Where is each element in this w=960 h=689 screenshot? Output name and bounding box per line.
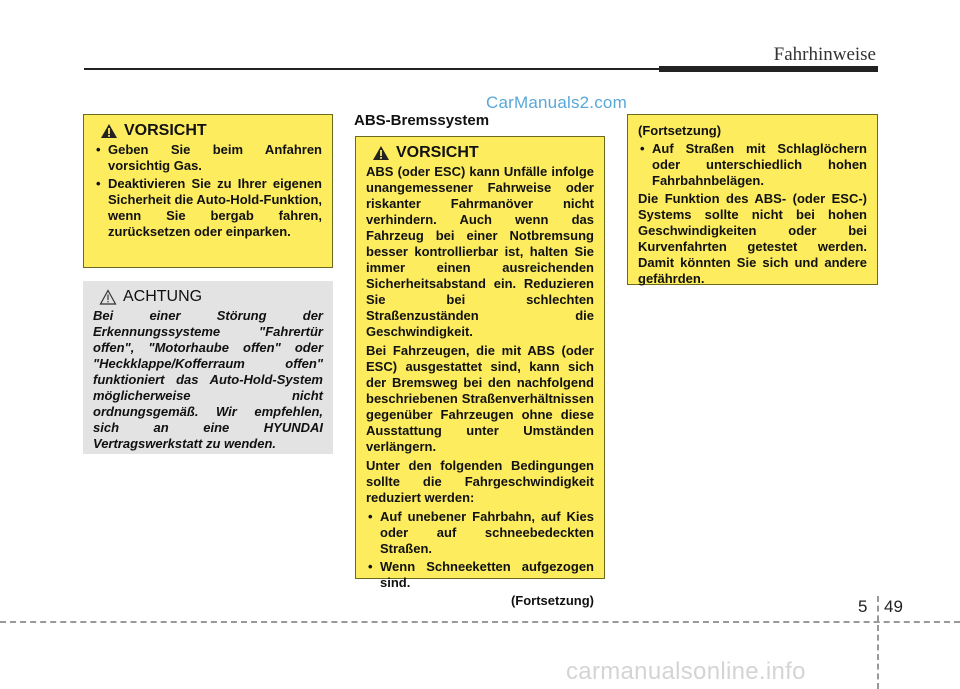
header-title: Fahrhinweise	[773, 44, 876, 65]
caution-title: VORSICHT	[396, 144, 479, 161]
caution-title: VORSICHT	[124, 122, 207, 139]
warning-filled-icon	[100, 123, 118, 139]
warning-outline-icon	[99, 289, 117, 305]
caution-box-middle	[355, 136, 605, 608]
notice-header	[99, 289, 323, 305]
list-item: • Geben Sie beim Anfahren vorsichtig Gas.	[94, 142, 322, 174]
caution-list	[366, 509, 594, 591]
list-item: • Deaktivieren Sie zu Ihrer eigenen Sicherheit die Auto-Hold-Funktion, wenn Sie bergab fahren, zurücksetzen oder einparken.	[94, 176, 322, 240]
caution-box-left	[83, 114, 333, 268]
caution-paragraph: Unter den folgenden Bedingungen sollte die Fahrgeschwindigkeit reduziert werden:	[366, 458, 594, 505]
footer-rule	[0, 621, 960, 623]
caution-list	[638, 141, 867, 189]
caution-paragraph: Bei Fahrzeugen, die mit ABS (oder ESC) ausgestattet sind, kann sich der Bremsweg bei den nachfolgend beschriebenen Straßenverhältnissen gegenüber Fahrzeugen ohne diese Ausstattung unter Umständen verlängern.	[366, 343, 594, 454]
page-section-number: 5	[858, 597, 868, 616]
page-number: 49	[884, 597, 903, 616]
watermark: CarManuals2.com	[486, 93, 627, 112]
footer-divider	[877, 596, 879, 689]
notice-box	[83, 281, 333, 454]
caution-header	[100, 123, 322, 139]
caution-paragraph: Die Funktion des ABS- (oder ESC-) Systems sollte nicht bei hohen Geschwindigkeiten oder bei Kurvenfahrten getestet werden. Damit könnten Sie sich und andere gefährden.	[638, 191, 867, 286]
warning-filled-icon	[372, 145, 390, 161]
notice-title: ACHTUNG	[123, 288, 203, 305]
continued-label: (Fortsetzung)	[638, 123, 722, 138]
caution-list	[94, 142, 322, 240]
header-rule	[84, 68, 664, 70]
caution-paragraph: ABS (oder ESC) kann Unfälle infolge unangemessener Fahrweise oder riskanter Fahrmanöver nicht verhindern. Auch wenn das Fahrzeug bei einer Notbremsung besser kontrollierbar ist, halten Sie immer einen ausreichenden Sicherheitsabstand ein. Reduzieren Sie bei schlechten Straßenzuständen die Geschwindigkeit.	[366, 164, 594, 339]
list-item: • Auf unebener Fahrbahn, auf Kies oder auf schneebedeckten Straßen.	[366, 509, 594, 557]
site-watermark: carmanualsonline.info	[566, 658, 806, 685]
caution-header	[372, 145, 594, 161]
continued-label: (Fortsetzung)	[510, 593, 594, 608]
list-item: • Auf Straßen mit Schlaglöchern oder unterschiedlich hohen Fahrbahnbelägen.	[638, 141, 867, 189]
notice-text: Bei einer Störung der Erkennungssysteme "Fahrertür offen", "Motorhaube offen" oder "Heckklappe/Kofferraum offen" funktioniert das Auto-Hold-System möglicherweise nicht ordnungsgemäß. Wir empfehlen, sich an eine HYUNDAI Vertragswerkstatt zu wenden.	[93, 308, 323, 451]
list-item: • Wenn Schneeketten aufgezogen sind.	[366, 559, 594, 591]
caution-box-right	[627, 114, 878, 285]
section-title: ABS-Bremssystem	[354, 112, 490, 129]
header-rule-accent	[659, 66, 878, 72]
